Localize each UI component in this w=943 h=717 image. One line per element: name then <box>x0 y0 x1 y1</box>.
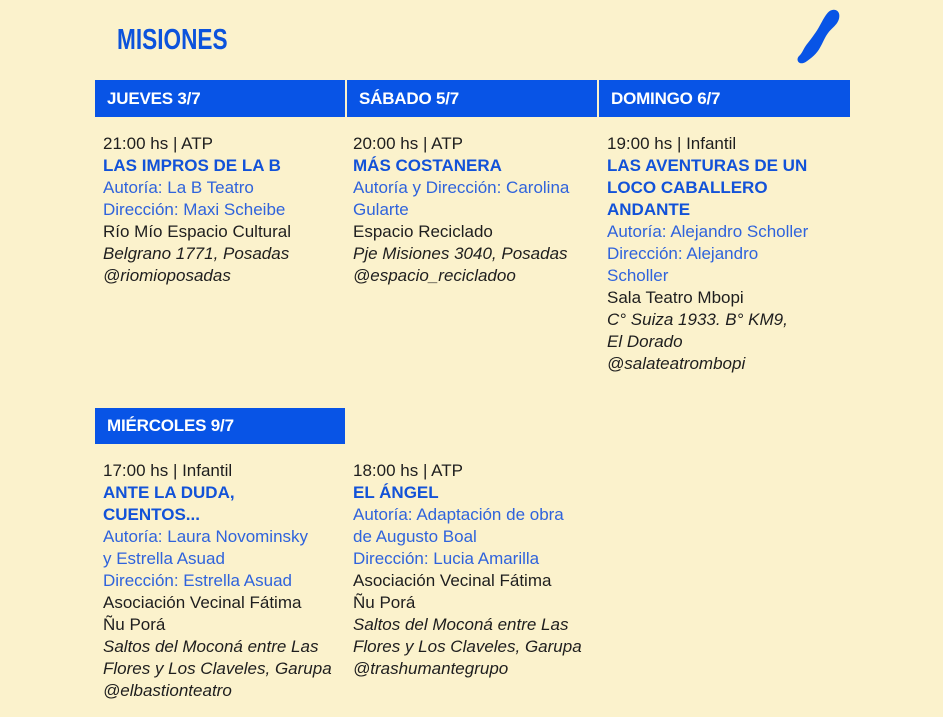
event-credit-line: Dirección: Alejandro <box>607 244 759 263</box>
event-address-line: Saltos del Moconá entre Las <box>353 615 569 634</box>
event-title <box>607 155 808 221</box>
event-venue <box>607 287 808 309</box>
event-credit-line: Autoría: Laura Novominsky <box>103 527 309 546</box>
day-header-sabado: SÁBADO 5/7 <box>347 80 597 117</box>
event-instagram-handle: @elbastionteatro <box>103 681 232 700</box>
event-address <box>353 243 569 265</box>
event-credit-line: Dirección: Maxi Scheibe <box>103 200 286 219</box>
event-credits <box>103 177 291 221</box>
event-venue <box>103 221 291 243</box>
event-address <box>353 614 582 658</box>
misiones-province-map-icon <box>791 5 849 67</box>
event-title <box>103 482 332 526</box>
event-card-las-aventuras <box>607 133 808 375</box>
event-address-line: El Dorado <box>607 332 683 351</box>
event-title-line: ANTE LA DUDA, <box>103 483 235 502</box>
event-time: 19:00 hs | Infantil <box>607 134 737 153</box>
event-venue-line: Espacio Reciclado <box>353 222 493 241</box>
event-card-ante-la-duda <box>103 460 332 702</box>
event-venue-line: Ñu Porá <box>353 593 416 612</box>
event-instagram-handle: @espacio_recicladoo <box>353 266 516 285</box>
event-credit-line: Dirección: Estrella Asuad <box>103 571 292 590</box>
day-header-jueves: JUEVES 3/7 <box>95 80 345 117</box>
event-credit-line: Scholler <box>607 266 669 285</box>
event-address <box>103 636 332 680</box>
event-title <box>103 155 291 177</box>
event-credits <box>607 221 808 287</box>
event-venue <box>353 221 569 243</box>
event-venue <box>353 570 582 614</box>
event-title <box>353 482 582 504</box>
event-title-line: LOCO CABALLERO <box>607 178 768 197</box>
event-time: 21:00 hs | ATP <box>103 134 213 153</box>
event-address-line: Flores y Los Claveles, Garupa <box>353 637 582 656</box>
event-card-mas-costanera <box>353 133 569 287</box>
event-address-line: Belgrano 1771, Posadas <box>103 244 290 263</box>
event-credits <box>353 504 582 570</box>
event-address-line: C° Suiza 1933. B° KM9, <box>607 310 788 329</box>
event-venue-line: Sala Teatro Mbopi <box>607 288 744 307</box>
event-venue-line: Asociación Vecinal Fátima <box>353 571 552 590</box>
event-instagram-handle: @salateatrombopi <box>607 354 746 373</box>
event-title-line: ANDANTE <box>607 200 691 219</box>
event-credit-line: de Augusto Boal <box>353 527 477 546</box>
event-venue-line: Ñu Porá <box>103 615 166 634</box>
event-credit-line: Autoría: Adaptación de obra <box>353 505 564 524</box>
event-venue <box>103 592 332 636</box>
event-credits <box>103 526 332 592</box>
event-venue-line: Asociación Vecinal Fátima <box>103 593 302 612</box>
event-address <box>607 309 808 353</box>
event-title-line: EL ÁNGEL <box>353 483 439 502</box>
event-title-line: LAS AVENTURAS DE UN <box>607 156 808 175</box>
event-credits <box>353 177 569 221</box>
event-title-line: MÁS COSTANERA <box>353 156 502 175</box>
event-title <box>353 155 569 177</box>
event-instagram-handle: @riomioposadas <box>103 266 231 285</box>
event-card-las-impros <box>103 133 291 287</box>
event-credit-line: Dirección: Lucia Amarilla <box>353 549 540 568</box>
event-address-line: Flores y Los Claveles, Garupa <box>103 659 332 678</box>
event-time: 18:00 hs | ATP <box>353 461 463 480</box>
event-instagram-handle: @trashumantegrupo <box>353 659 509 678</box>
day-header-miercoles: MIÉRCOLES 9/7 <box>95 408 345 444</box>
page-title: MISIONES <box>117 24 228 56</box>
event-title-line: CUENTOS... <box>103 505 200 524</box>
event-credit-line: Gularte <box>353 200 409 219</box>
event-time: 20:00 hs | ATP <box>353 134 463 153</box>
event-credit-line: y Estrella Asuad <box>103 549 225 568</box>
event-credit-line: Autoría: La B Teatro <box>103 178 254 197</box>
event-venue-line: Río Mío Espacio Cultural <box>103 222 292 241</box>
event-time: 17:00 hs | Infantil <box>103 461 233 480</box>
event-card-el-angel <box>353 460 582 680</box>
event-address-line: Pje Misiones 3040, Posadas <box>353 244 568 263</box>
day-header-domingo: DOMINGO 6/7 <box>599 80 850 117</box>
event-credit-line: Autoría y Dirección: Carolina <box>353 178 570 197</box>
event-address-line: Saltos del Moconá entre Las <box>103 637 319 656</box>
event-address <box>103 243 291 265</box>
event-credit-line: Autoría: Alejandro Scholler <box>607 222 809 241</box>
event-title-line: LAS IMPROS DE LA B <box>103 156 281 175</box>
